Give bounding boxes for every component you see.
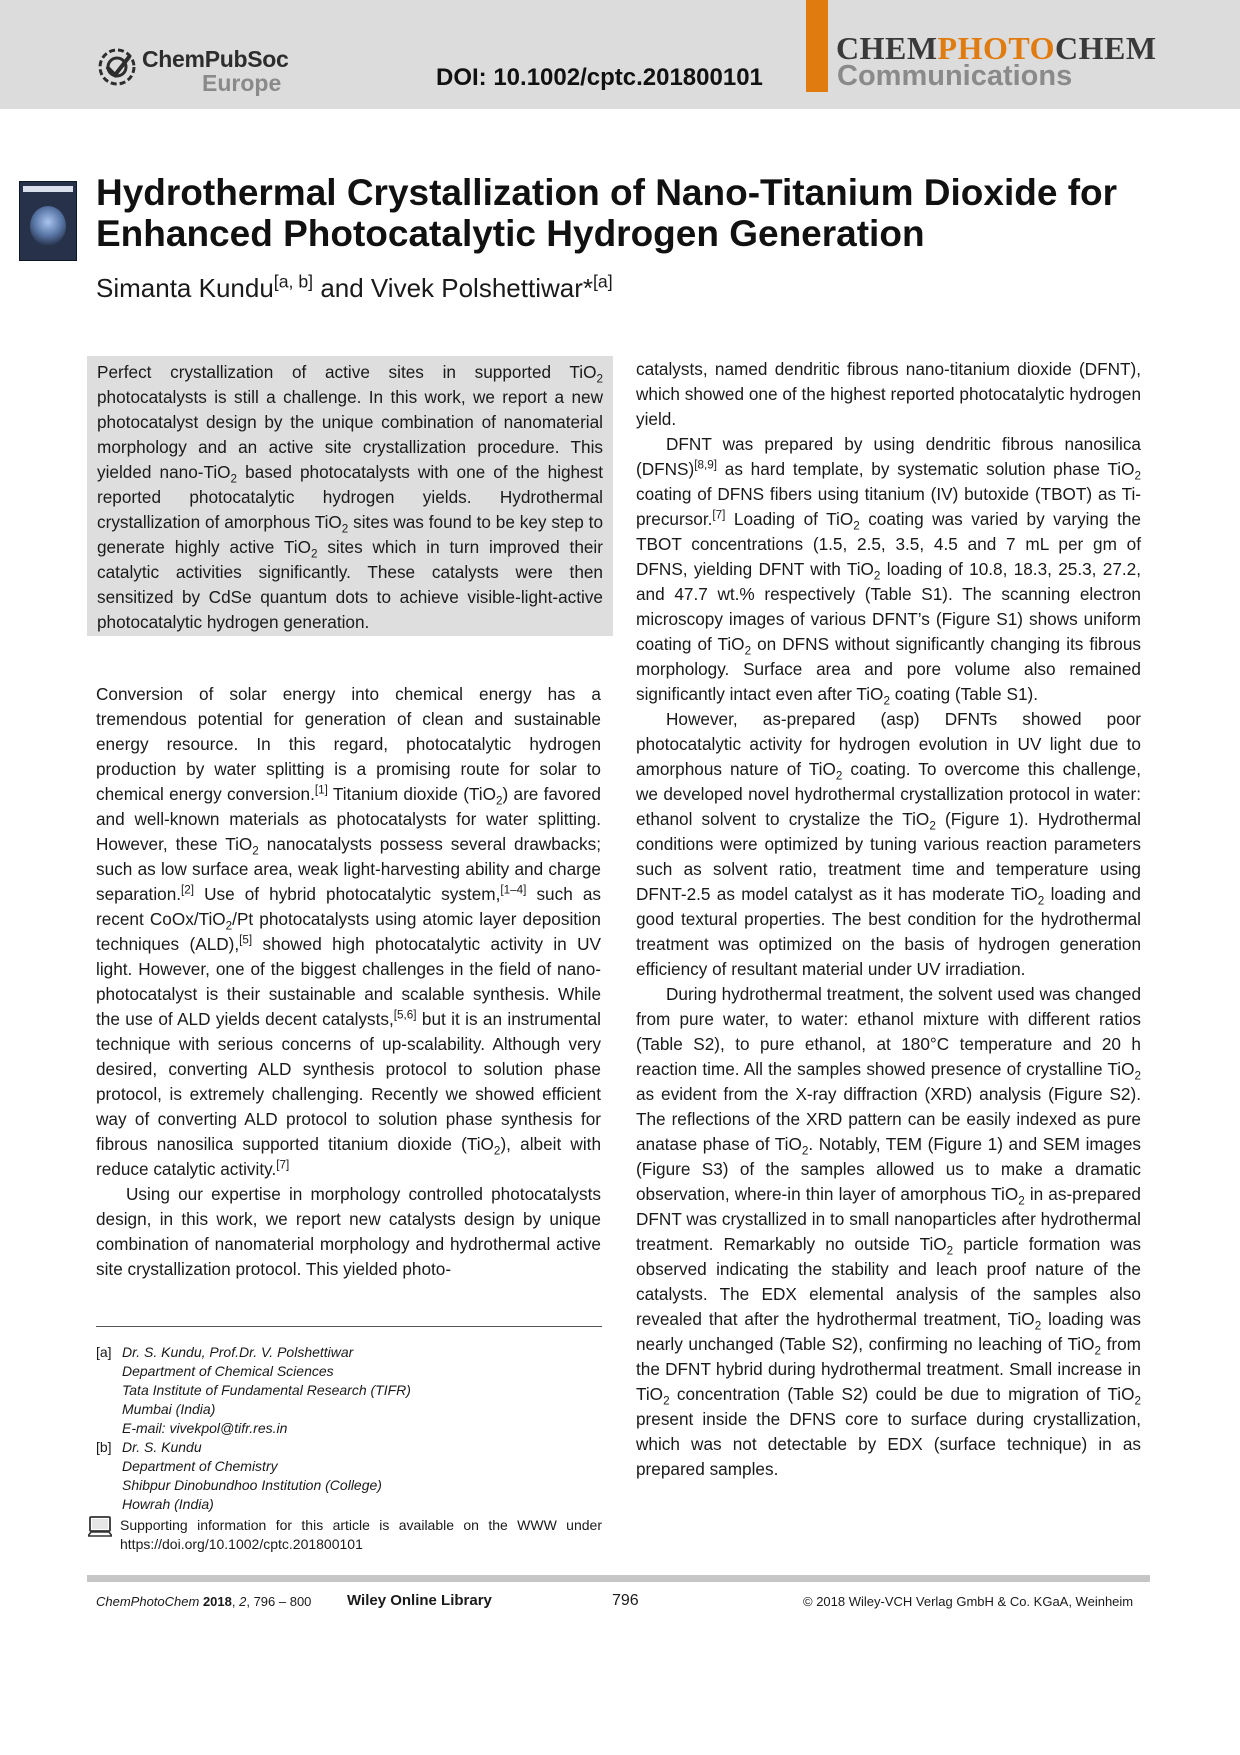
affiliation-email[interactable]: E-mail: vivekpol@tifr.res.in	[122, 1420, 288, 1436]
affiliation-line: Mumbai (India)	[122, 1401, 216, 1417]
supporting-info	[88, 1516, 602, 1556]
computer-icon	[88, 1516, 112, 1538]
author-separator: and	[313, 273, 371, 303]
affiliation-line: Shibpur Dinobundhoo Institution (College)	[122, 1477, 382, 1493]
doi-link[interactable]: DOI: 10.1002/cptc.201800101	[436, 64, 763, 91]
page-number: 796	[612, 1592, 639, 1609]
body-paragraph: DFNT was prepared by using dendritic fibrous nanosilica (DFNS)[8,9] as hard template, by systematic solution phase TiO$_2$ coating of DFNS fibers using titanium (IV) butoxide (TBOT) as Ti-precursor.[7] Loading of TiO$_2$ coating was varied by varying the TBOT concentrations (1.5, 2.5, 3.5, 4.5 and 7 mL per gm of DFNS, yielding DFNT with TiO$_2$ loading of 10.8, 18.3, 25.3, 27.2, and 47.7 wt.% respectively (Table S1). The scanning electron microscopy images of various DFNT’s (Figure S1) shows uniform coating of TiO$_2$ on DFNS without significantly changing its fibrous morphology. Surface area and pore volume also remained significantly intact even after TiO$_2$ coating (Table S1).	[636, 434, 1142, 708]
body-paragraph: Using our expertise in morphology controlled photocatalysts design, in this work, we report new catalysts design by unique combination of nanomaterial morphology and hydrothermal active site crystallization protocol. This yielded photo-	[96, 1184, 601, 1279]
footnote-divider	[96, 1326, 602, 1327]
chempubsoc-logo[interactable]	[96, 40, 306, 100]
author-name[interactable]: Simanta Kundu	[96, 273, 274, 303]
affiliation-line: Tata Institute of Fundamental Research (TIFR)	[122, 1382, 411, 1398]
affiliation-line: Dr. S. Kundu	[122, 1439, 202, 1455]
body-paragraph: Conversion of solar energy into chemical energy has a tremendous potential for generation of clean and sustainable energy resource. In this regard, photocatalytic hydrogen production by water splitting is a promising route for solar to chemical energy conversion.[1] Titanium dioxide (TiO$_2$) are favored and well-known materials as photocatalysts for water splitting. However, these TiO$_2$ nanocatalysts possess several drawbacks; such as low surface area, weak light-harvesting ability and charge separation.[2] Use of hybrid photocatalytic system,[1–4] such as recent CoOx/TiO$_2$/Pt photocatalysts using atomic layer deposition techniques (ALD),[5] showed high photocatalytic activity in UV light. However, one of the biggest challenges in the field of nano-photocatalyst is their sustainable and scalable synthesis. While the use of ALD yields decent catalysts,[5,6] but it is an instrumental technique with serious concerns of up-scalability. Although very desired, converting ALD synthesis protocol to solution phase protocol, is extremely challenging. Recently we showed efficient way of converting ALD protocol to solution phase synthesis for fibrous nanosilica supported titanium dioxide (TiO$_2$), albeit with reduce catalytic activity.[7]	[96, 684, 601, 1179]
affiliation-line: Department of Chemistry	[122, 1458, 278, 1474]
affiliation-b	[96, 1438, 606, 1514]
author-line	[96, 273, 613, 304]
footer-citation: ChemPhotoChem 2018, 2, 796 – 800	[96, 1594, 312, 1609]
journal-name-part3: CHEM	[1055, 30, 1157, 66]
affiliation-line: Dr. S. Kundu, Prof.Dr. V. Polshettiwar	[122, 1344, 354, 1360]
affiliation-tag: [b]	[96, 1439, 112, 1455]
affiliations	[96, 1343, 606, 1514]
wiley-online-library-link[interactable]: Wiley Online Library	[347, 1592, 492, 1609]
abstract-text: Perfect crystallization of active sites in supported TiO$_2$ photocatalysts is still a challenge. In this work, we report a new photocatalyst design by the unique combination of nanomaterial morphology and an active site crystallization procedure. This yielded nano-TiO$_2$ based photocatalysts with one of the highest reported photocatalytic hydrogen yields. Hydrothermal crystallization of amorphous TiO$_2$ sites was found to be key step to generate highly active TiO$_2$ sites which in turn improved their catalytic activities significantly. These catalysts were then sensitized by CdSe quantum dots to achieve visible-light-active photocatalytic hydrogen generation.	[97, 362, 603, 632]
publisher-logo-icon	[96, 46, 138, 88]
journal-name-part2: PHOTO	[937, 30, 1056, 66]
cover-masthead	[23, 186, 73, 192]
affiliation-tag: [a]	[96, 1344, 112, 1360]
abstract-box	[87, 356, 613, 636]
publisher-name: ChemPubSoc	[142, 46, 289, 72]
body-paragraph: However, as-prepared (asp) DFNTs showed poor photocatalytic activity for hydrogen evolution in UV light due to amorphous nature of TiO$_2$ coating. To overcome this challenge, we developed novel hydrothermal crystallization protocol in water: ethanol solvent to crystalize the TiO$_2$ (Figure 1). Hydrothermal conditions were optimized by tuning various reaction parameters such as solvent ratio, treatment time and temperature using DFNT-2.5 as model catalyst as it has moderate TiO$_2$ loading and good textural properties. The best condition for the hydrothermal treatment was optimized on the basis of hydrogen generation efficiency of resultant material under UV irradiation.	[636, 709, 1142, 979]
journal-cover-thumbnail[interactable]	[19, 181, 77, 261]
section-label: Communications	[837, 60, 1073, 92]
publisher-subname: Europe	[202, 70, 282, 96]
footer-rule	[87, 1575, 1150, 1582]
accent-bar	[806, 0, 828, 92]
author-name[interactable]: Vivek Polshettiwar*	[370, 273, 593, 303]
article-title: Hydrothermal Crystallization of Nano-Titanium Dioxide for Enhanced Photocatalytic Hydrogen Generation	[96, 172, 1118, 254]
supporting-info-text[interactable]: Supporting information for this article is available on the WWW under https://doi.org/10.1002/cptc.201800101	[120, 1517, 602, 1552]
body-paragraph: catalysts, named dendritic fibrous nano-titanium dioxide (DFNT), which showed one of the highest reported photocatalytic hydrogen yield.	[636, 359, 1141, 429]
author-affiliation-mark: [a, b]	[273, 271, 314, 292]
affiliation-line: Howrah (India)	[122, 1496, 214, 1512]
body-paragraph: During hydrothermal treatment, the solvent used was changed from pure water, to water: ethanol mixture with different ratios (Table S2), to pure ethanol, at 180°C temperature and 20 h reaction time. All the samples showed presence of crystalline TiO$_2$ as evident from the X-ray diffraction (XRD) analysis (Figure S2). The reflections of the XRD pattern can be easily indexed as pure anatase phase of TiO$_2$. Notably, TEM (Figure 1) and SEM images (Figure S3) of the samples allowed us to make a dramatic observation, where-in thin layer of amorphous TiO$_2$ in as-prepared DFNT was crystallized in to small nanoparticles after hydrothermal treatment. Remarkably no outside TiO$_2$ particle formation was observed indicating the stability and leach proof nature of the catalysts. The EDX elemental analysis of the samples also revealed that after the hydrothermal treatment, TiO$_2$ loading was nearly unchanged (Table S2), confirming no leaching of TiO$_2$ from the DFNT hybrid during hydrothermal treatment. Small increase in TiO$_2$ concentration (Table S2) could be due to migration of TiO$_2$ present inside the DFNS core to surface during crystallization, which was not detectable by EDX (surface technique) in as prepared samples.	[636, 984, 1142, 1479]
body-column-left	[96, 682, 601, 1282]
affiliation-line: Department of Chemical Sciences	[122, 1363, 334, 1379]
copyright-notice: © 2018 Wiley-VCH Verlag GmbH & Co. KGaA, Weinheim	[803, 1594, 1134, 1609]
affiliation-a	[96, 1343, 606, 1438]
journal-name-part1: CHEM	[836, 30, 938, 66]
body-column-right	[636, 357, 1141, 1482]
author-affiliation-mark: [a]	[593, 271, 613, 292]
cover-artwork	[30, 206, 66, 246]
